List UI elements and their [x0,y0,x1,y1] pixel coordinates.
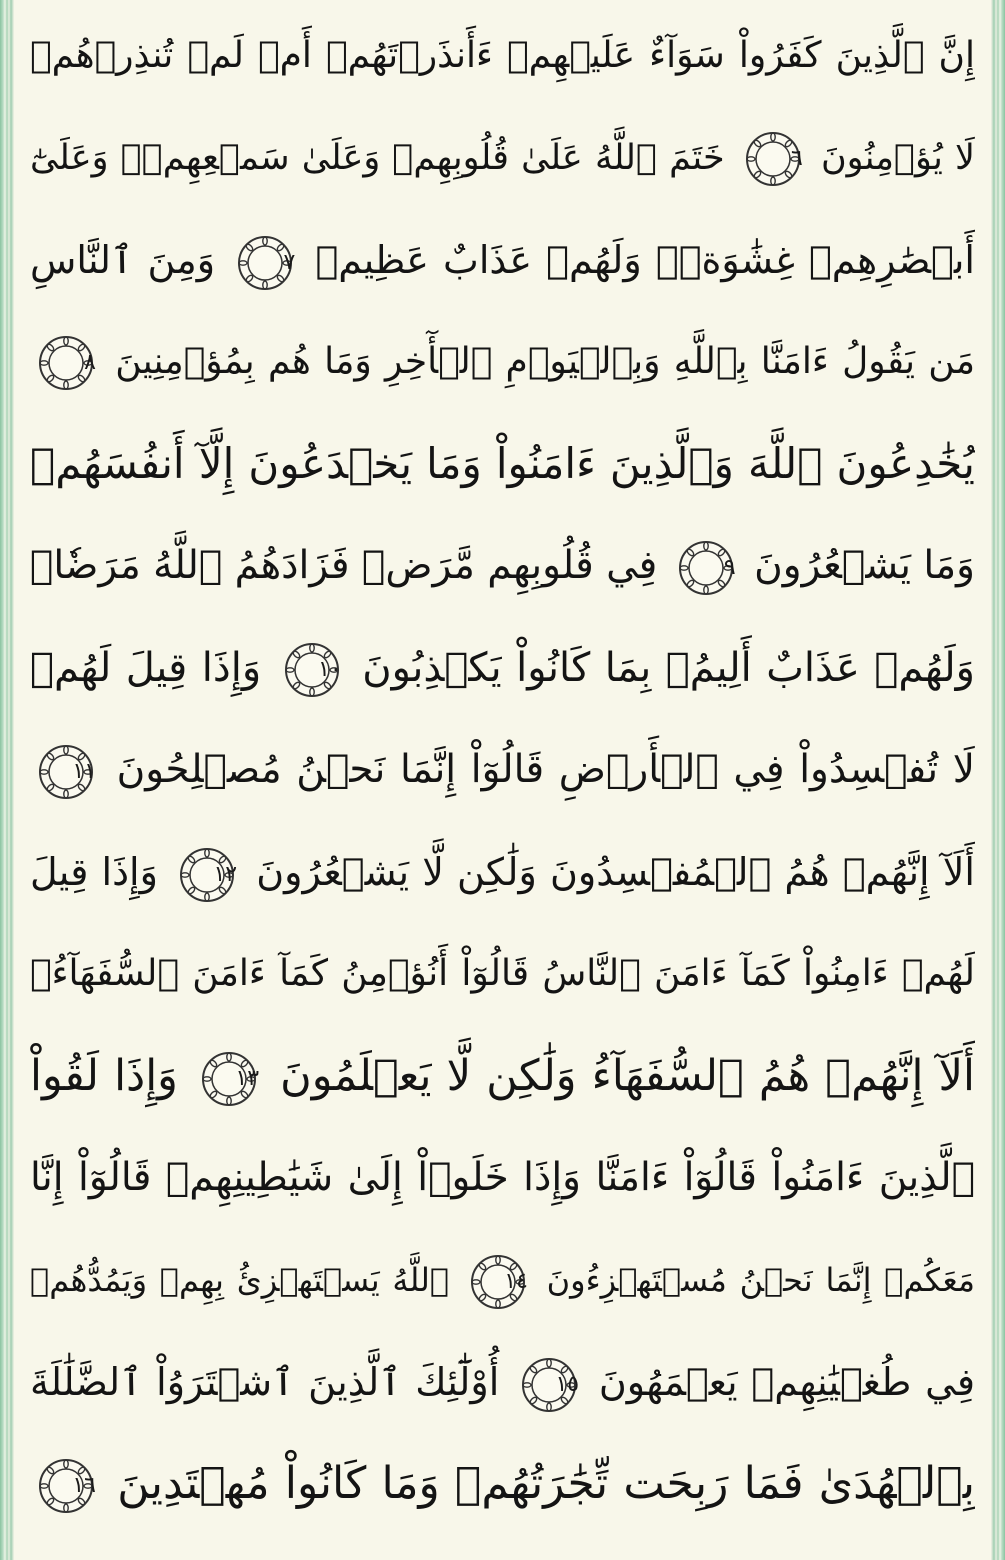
left-page-border [0,0,14,1560]
verse-text: وَإِذَا لَقُواْ [30,1051,178,1101]
verse-text: يُخَٰدِعُونَ ٱللَّهَ وَٱلَّذِينَ ءَامَنُواْ وَمَا يَخۡدَعُونَ إِلَّآ أَنفُسَهُمۡ [30,439,975,488]
verse-text: أَبۡصَٰرِهِمۡ غِشَٰوَةٞۖ وَلَهُمۡ عَذَابٌ عَظِيمٞ [315,238,975,282]
verse-text: ٱللَّهُ يَسۡتَهۡزِئُ بِهِمۡ وَيَمُدُّهُمۡ [30,1261,450,1299]
verse-line [30,214,975,306]
ayah-number: ٧ [283,249,296,275]
verse-line [30,1030,975,1122]
ayah-number: ١٤ [504,1269,528,1294]
verse-text: أَلَآ إِنَّهُمۡ هُمُ ٱلسُّفَهَآءُ وَلَٰكِن لَّا يَعۡلَمُونَ [280,1051,975,1101]
verse-text: خَتَمَ ٱللَّهُ عَلَىٰ قُلُوبِهِمۡ وَعَلَىٰ سَمۡعِهِمۡۖ وَعَلَىٰٓ [30,138,725,178]
ayah-number: ١٣ [235,1065,260,1091]
verse-line [30,1234,975,1326]
verse-line [30,418,975,510]
page-text-area [30,6,975,1554]
ayah-end-marker [199,1049,259,1109]
verse-line [30,1132,975,1224]
verse-line [30,622,975,714]
verse-text: وَمَا يَشۡعُرُونَ [754,543,975,588]
ayah-number: ١٠ [318,657,342,682]
verse-text: لَا تُفۡسِدُواْ فِي ٱلۡأَرۡضِ قَالُوٓاْ إِنَّمَا نَحۡنُ مُصۡلِحُونَ [116,747,975,792]
verse-text: مَن يَقُولُ ءَامَنَّا بِٱللَّهِ وَبِٱلۡيَوۡمِ ٱلۡأٓخِرِ وَمَا هُم بِمُؤۡمِنِينَ [115,341,975,382]
ayah-number: ١٥ [555,1371,580,1397]
verse-line [30,724,975,816]
ayah-end-marker [36,742,96,802]
ayah-end-marker [235,233,295,293]
verse-text: أَلَآ إِنَّهُمۡ هُمُ ٱلۡمُفۡسِدُونَ وَلَٰكِن لَّا يَشۡعُرُونَ [256,850,975,894]
ayah-number: ٩ [723,554,736,580]
ayah-end-marker [676,538,736,598]
verse-line [30,1336,975,1428]
verse-text: لَا يُؤۡمِنُونَ [820,138,975,178]
verse-line [30,1438,975,1530]
verse-text: مَعَكُمۡ إِنَّمَا نَحۡنُ مُسۡتَهۡزِءُونَ [546,1261,975,1299]
ayah-number: ٦ [790,146,803,171]
verse-line [30,826,975,918]
verse-text: وَإِذَا قِيلَ [30,850,158,894]
ayah-number: ١١ [72,758,96,784]
ayah-end-marker [468,1252,528,1312]
ayah-end-marker [36,1456,96,1516]
ayah-end-marker [177,845,237,905]
right-page-border [991,0,1005,1560]
verse-text: وَإِذَا قِيلَ لَهُمۡ [30,645,262,691]
verse-text: إِنَّ ٱلَّذِينَ كَفَرُواْ سَوَآءٌ عَلَيۡهِمۡ ءَأَنذَرۡتَهُمۡ أَمۡ لَمۡ تُنذِرۡهُمۡ [30,35,975,76]
verse-line [30,928,975,1020]
verse-text: فِي طُغۡيَٰنِهِمۡ يَعۡمَهُونَ [598,1360,975,1404]
verse-text: فِي قُلُوبِهِم مَّرَضٞ فَزَادَهُمُ ٱللَّهُ مَرَضٗاۖ [30,543,658,588]
verse-text: وَلَهُمۡ عَذَابٌ أَلِيمُۢ بِمَا كَانُواْ يَكۡذِبُونَ [362,645,975,691]
verse-text: وَمِنَ ٱلنَّاسِ [30,238,216,282]
ayah-number: ٨ [84,350,96,375]
ayah-end-marker [36,333,96,393]
verse-text: أُوْلَٰٓئِكَ ٱلَّذِينَ ٱشۡتَرَوُاْ ٱلضَّلَٰلَةَ [30,1360,500,1404]
ayah-end-marker [282,640,342,700]
verse-text: بِٱلۡهُدَىٰ فَمَا رَبِحَت تِّجَٰرَتُهُمۡ وَمَا كَانُواْ مُهۡتَدِينَ [117,1458,975,1509]
ayah-number: ١٦ [72,1473,96,1498]
verse-text: لَهُمۡ ءَامِنُواْ كَمَآ ءَامَنَ ٱلنَّاسُ قَالُوٓاْ أَنُؤۡمِنُ كَمَآ ءَامَنَ ٱلسُّفَهَآءُۗ [30,953,975,994]
verse-line [30,10,975,102]
verse-line [30,316,975,408]
verse-line [30,112,975,204]
ayah-end-marker [743,129,803,189]
ayah-number: ١٢ [213,861,238,887]
ayah-end-marker [519,1355,579,1415]
verse-line [30,520,975,612]
verse-text: ٱلَّذِينَ ءَامَنُواْ قَالُوٓاْ ءَامَنَّا وَإِذَا خَلَوۡاْ إِلَىٰ شَيَٰطِينِهِمۡ قَالُوٓاْ إِنَّا [30,1155,975,1200]
